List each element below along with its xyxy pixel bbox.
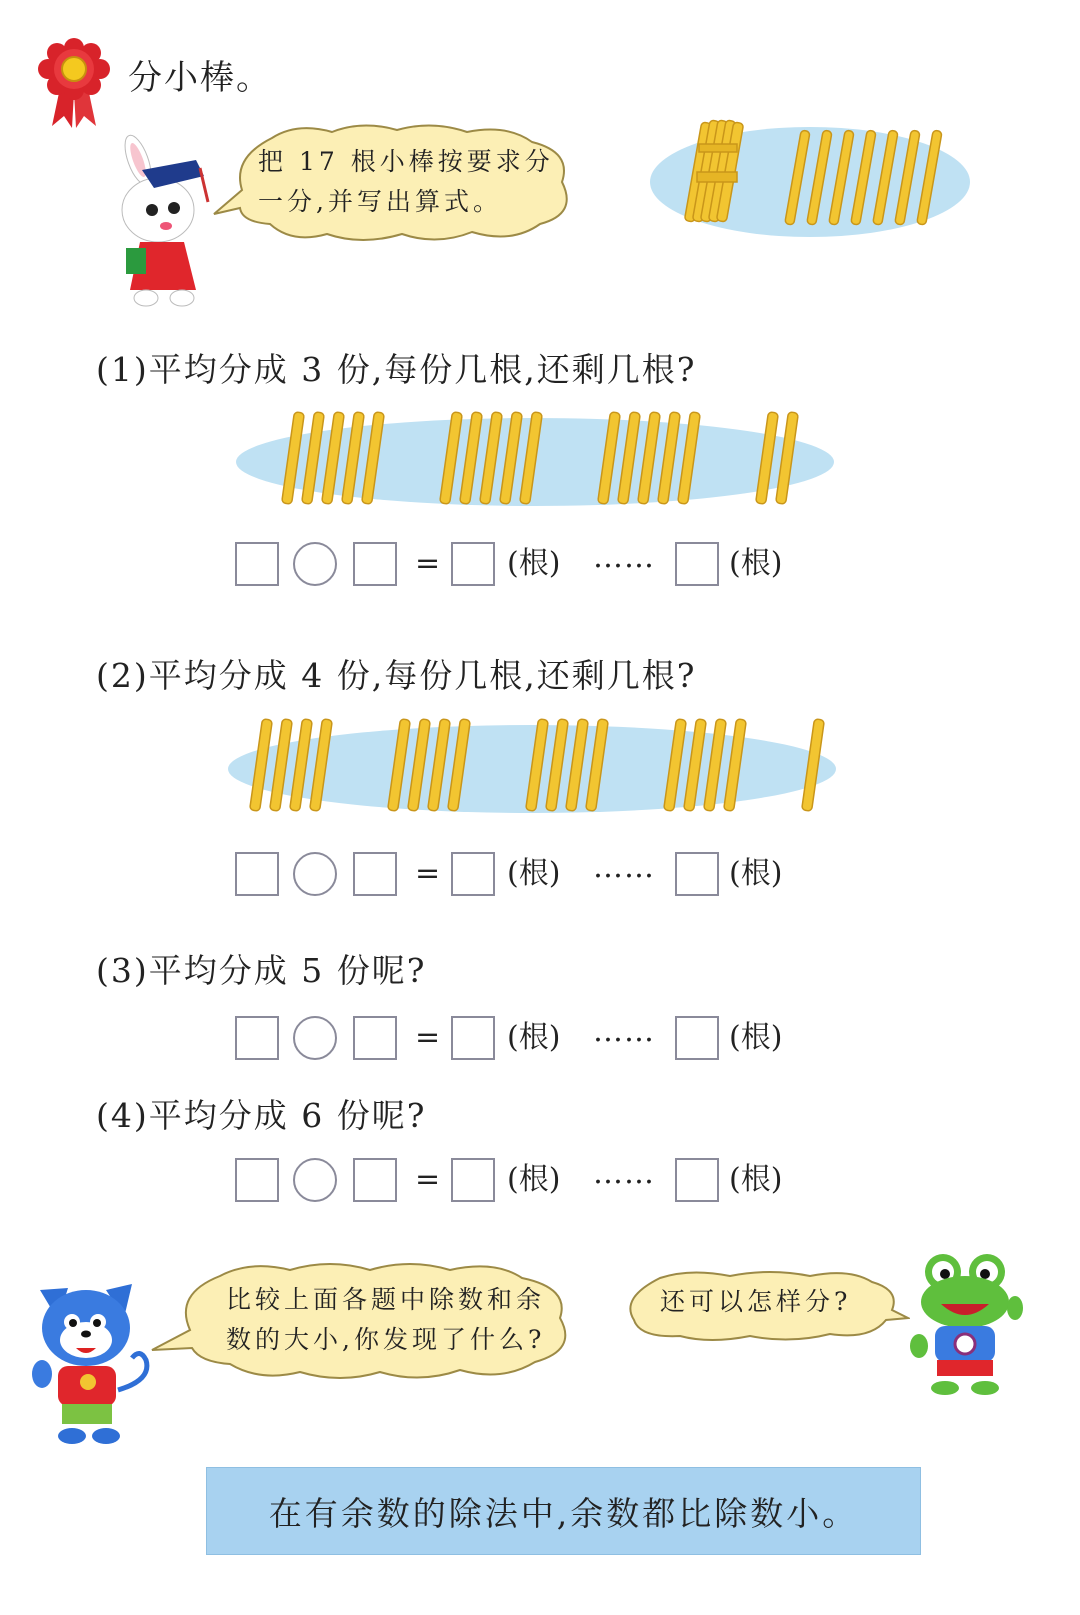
cat-bubble-text: [226, 1280, 586, 1360]
stick-bundle-icon: [645, 110, 985, 250]
cat-bubble-line: 数的大小,你发现了什么?: [226, 1325, 546, 1354]
conclusion-box: 在有余数的除法中,余数都比除数小。: [206, 1467, 921, 1555]
rosette-icon: [38, 38, 110, 130]
operator-circle[interactable]: [293, 542, 337, 586]
remainder-dots: ……: [593, 1156, 655, 1191]
question-3: (3)平均分成 5 份呢?: [96, 951, 427, 990]
operator-circle[interactable]: [293, 1016, 337, 1060]
unit-label: (根): [729, 1020, 783, 1055]
equals-sign: =: [415, 856, 441, 891]
unit-label: (根): [729, 856, 783, 891]
equation-row-1: [235, 542, 815, 592]
unit-label: (根): [507, 546, 561, 581]
question-4: (4)平均分成 6 份呢?: [96, 1096, 427, 1135]
frog-mascot-icon: [905, 1250, 1030, 1400]
dividend-box[interactable]: [235, 852, 279, 896]
quotient-box[interactable]: [451, 1158, 495, 1202]
stick-grouping-q1: [230, 398, 840, 518]
unit-label: (根): [507, 1020, 561, 1055]
unit-label: (根): [729, 546, 783, 581]
equation-row-2: [235, 852, 815, 902]
stick-grouping-q2: [222, 705, 842, 825]
question-1: (1)平均分成 3 份,每份几根,还剩几根?: [96, 350, 697, 389]
intro-bubble-line: 一分,并写出算式。: [258, 187, 502, 216]
quotient-box[interactable]: [451, 1016, 495, 1060]
intro-bubble-text: [258, 142, 568, 222]
page-title: 分小棒。: [128, 58, 272, 98]
intro-bubble-line: 把 17 根小棒按要求分: [258, 147, 554, 176]
remainder-dots: ……: [593, 850, 655, 885]
equals-sign: =: [415, 546, 441, 581]
divisor-box[interactable]: [353, 1158, 397, 1202]
remainder-box[interactable]: [675, 1158, 719, 1202]
dividend-box[interactable]: [235, 542, 279, 586]
divisor-box[interactable]: [353, 852, 397, 896]
equals-sign: =: [415, 1162, 441, 1197]
equation-row-3: [235, 1016, 815, 1066]
question-2: (2)平均分成 4 份,每份几根,还剩几根?: [96, 656, 697, 695]
cat-bubble-line: 比较上面各题中除数和余: [226, 1285, 546, 1314]
divisor-box[interactable]: [353, 1016, 397, 1060]
frog-bubble-text: 还可以怎样分?: [660, 1287, 852, 1316]
operator-circle[interactable]: [293, 1158, 337, 1202]
operator-circle[interactable]: [293, 852, 337, 896]
remainder-dots: ……: [593, 1014, 655, 1049]
equation-row-4: [235, 1158, 815, 1208]
divisor-box[interactable]: [353, 542, 397, 586]
dividend-box[interactable]: [235, 1016, 279, 1060]
remainder-box[interactable]: [675, 542, 719, 586]
unit-label: (根): [507, 856, 561, 891]
equals-sign: =: [415, 1020, 441, 1055]
unit-label: (根): [507, 1162, 561, 1197]
remainder-box[interactable]: [675, 852, 719, 896]
rabbit-mascot-icon: [100, 130, 220, 310]
cat-mascot-icon: [28, 1270, 158, 1450]
unit-label: (根): [729, 1162, 783, 1197]
quotient-box[interactable]: [451, 852, 495, 896]
remainder-box[interactable]: [675, 1016, 719, 1060]
quotient-box[interactable]: [451, 542, 495, 586]
dividend-box[interactable]: [235, 1158, 279, 1202]
remainder-dots: ……: [593, 540, 655, 575]
